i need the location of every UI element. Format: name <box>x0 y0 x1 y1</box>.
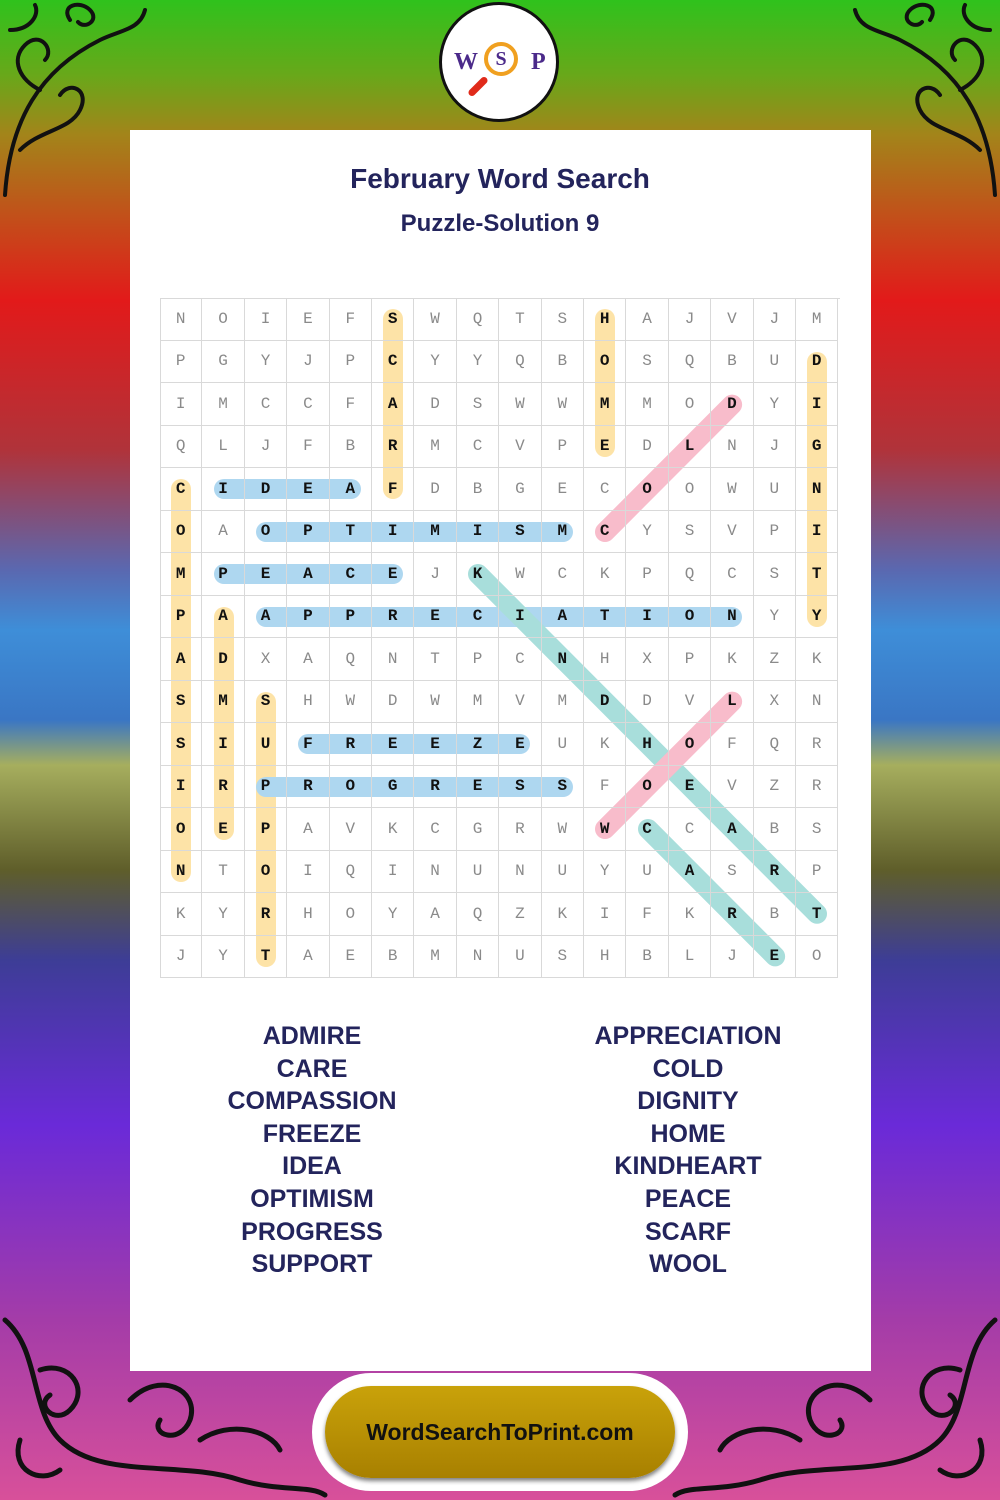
grid-cell[interactable]: I <box>796 511 838 554</box>
grid-cell[interactable]: P <box>245 808 287 851</box>
grid-cell[interactable]: O <box>160 511 202 554</box>
grid-cell[interactable]: E <box>754 936 796 979</box>
grid-cell[interactable]: L <box>669 426 711 469</box>
grid-cell[interactable]: Y <box>754 383 796 426</box>
grid-cell[interactable]: P <box>754 511 796 554</box>
grid-cell[interactable]: E <box>245 553 287 596</box>
grid-cell[interactable]: B <box>330 426 372 469</box>
grid-cell[interactable]: T <box>245 936 287 979</box>
grid-cell[interactable]: H <box>584 298 626 341</box>
grid-cell[interactable]: Y <box>414 341 456 384</box>
grid-cell[interactable]: E <box>287 298 329 341</box>
grid-cell[interactable]: K <box>584 723 626 766</box>
grid-cell[interactable]: C <box>457 596 499 639</box>
grid-cell[interactable]: E <box>542 468 584 511</box>
grid-cell[interactable]: T <box>796 893 838 936</box>
grid-cell[interactable]: N <box>414 851 456 894</box>
grid-cell[interactable]: D <box>372 681 414 724</box>
grid-cell[interactable]: A <box>711 808 753 851</box>
grid-cell[interactable]: S <box>542 298 584 341</box>
grid-cell[interactable]: P <box>160 596 202 639</box>
grid-cell[interactable]: P <box>330 596 372 639</box>
word-list-item: COMPASSION <box>227 1087 397 1116</box>
grid-cell[interactable]: P <box>287 511 329 554</box>
grid-cell[interactable]: U <box>457 851 499 894</box>
grid-cell[interactable]: Y <box>754 596 796 639</box>
grid-cell[interactable]: A <box>372 383 414 426</box>
grid-cell[interactable]: I <box>202 468 244 511</box>
grid-cell[interactable]: V <box>669 681 711 724</box>
grid-cell[interactable]: K <box>796 638 838 681</box>
grid-cell[interactable]: O <box>626 468 668 511</box>
grid-cell[interactable]: I <box>160 766 202 809</box>
grid-cell[interactable]: M <box>626 383 668 426</box>
grid-cell[interactable]: D <box>414 468 456 511</box>
grid-cell[interactable]: M <box>542 511 584 554</box>
grid-cell[interactable]: O <box>626 766 668 809</box>
grid-cell[interactable]: Y <box>372 893 414 936</box>
grid-cell[interactable]: I <box>499 596 541 639</box>
grid-cell[interactable]: H <box>584 638 626 681</box>
grid-cell[interactable]: Z <box>754 638 796 681</box>
grid-cell[interactable]: S <box>160 681 202 724</box>
grid-cell[interactable]: W <box>414 298 456 341</box>
grid-cell[interactable]: E <box>414 723 456 766</box>
grid-cell[interactable]: J <box>160 936 202 979</box>
grid-cell[interactable]: R <box>330 723 372 766</box>
grid-cell[interactable]: D <box>202 638 244 681</box>
grid-cell[interactable]: E <box>669 766 711 809</box>
grid-cell[interactable]: N <box>711 426 753 469</box>
grid-cell[interactable]: B <box>542 341 584 384</box>
grid-cell[interactable]: N <box>499 851 541 894</box>
grid-cell[interactable]: T <box>796 553 838 596</box>
grid-cell[interactable]: Z <box>499 893 541 936</box>
grid-cell[interactable]: W <box>499 383 541 426</box>
grid-cell[interactable]: C <box>626 808 668 851</box>
grid-cell[interactable]: I <box>245 298 287 341</box>
grid-cell[interactable]: Q <box>160 426 202 469</box>
grid-cell[interactable]: S <box>457 383 499 426</box>
grid-cell[interactable]: W <box>330 681 372 724</box>
grid-cell[interactable]: R <box>372 596 414 639</box>
grid-cell[interactable]: U <box>754 468 796 511</box>
grid-cell[interactable]: X <box>245 638 287 681</box>
word-list-left <box>162 1020 462 1281</box>
grid-cell[interactable]: F <box>330 298 372 341</box>
grid-cell[interactable]: G <box>796 426 838 469</box>
grid-cell[interactable]: Y <box>202 893 244 936</box>
logo-letter-p: P <box>531 49 546 75</box>
grid-cell[interactable]: Q <box>669 341 711 384</box>
grid-cell[interactable]: S <box>711 851 753 894</box>
grid-cell[interactable]: F <box>584 766 626 809</box>
grid-cell[interactable]: K <box>372 808 414 851</box>
footer-banner[interactable] <box>325 1386 675 1478</box>
grid-cell[interactable]: V <box>499 681 541 724</box>
grid-cell[interactable]: R <box>372 426 414 469</box>
grid-cell[interactable]: R <box>711 893 753 936</box>
grid-cell[interactable]: W <box>542 808 584 851</box>
logo-letter-w: W <box>454 49 478 75</box>
grid-cell[interactable]: I <box>160 383 202 426</box>
grid-cell[interactable]: V <box>711 298 753 341</box>
grid-cell[interactable]: R <box>499 808 541 851</box>
grid-cell[interactable]: H <box>287 893 329 936</box>
grid-cell[interactable]: A <box>202 511 244 554</box>
grid-cell[interactable]: W <box>414 681 456 724</box>
grid-cell[interactable]: F <box>711 723 753 766</box>
grid-cell[interactable]: K <box>584 553 626 596</box>
grid-cell[interactable]: M <box>457 681 499 724</box>
grid-cell[interactable]: J <box>669 298 711 341</box>
grid-cell[interactable]: N <box>160 851 202 894</box>
word-list-item: KINDHEART <box>614 1152 762 1181</box>
grid-cell[interactable]: T <box>330 511 372 554</box>
grid-cell[interactable]: M <box>542 681 584 724</box>
grid-cell[interactable]: A <box>287 638 329 681</box>
grid-cell[interactable]: C <box>414 808 456 851</box>
word-list-item: FREEZE <box>262 1119 362 1148</box>
grid-cell[interactable]: B <box>754 808 796 851</box>
grid-cell[interactable]: R <box>245 893 287 936</box>
grid-cell[interactable]: A <box>542 596 584 639</box>
grid-cell[interactable]: Q <box>330 851 372 894</box>
grid-cell[interactable]: T <box>414 638 456 681</box>
grid-cell[interactable]: P <box>542 426 584 469</box>
word-list-item: APPRECIATION <box>594 1022 782 1050</box>
grid-cell[interactable]: G <box>372 766 414 809</box>
grid-cell[interactable]: Z <box>754 766 796 809</box>
grid-cell[interactable]: E <box>457 766 499 809</box>
site-logo[interactable] <box>439 2 559 122</box>
grid-cell[interactable]: J <box>754 426 796 469</box>
magnifier-icon <box>484 42 518 76</box>
word-list-item: SCARF <box>644 1217 732 1246</box>
grid-cell[interactable]: N <box>711 596 753 639</box>
grid-cell[interactable]: D <box>796 341 838 384</box>
grid-cell[interactable]: Y <box>457 341 499 384</box>
grid-cell[interactable]: S <box>542 936 584 979</box>
grid-cell[interactable]: A <box>287 808 329 851</box>
grid-cell[interactable]: D <box>414 383 456 426</box>
grid-cell[interactable]: N <box>796 468 838 511</box>
grid-cell[interactable]: X <box>754 681 796 724</box>
grid-cell[interactable]: S <box>372 298 414 341</box>
grid-cell[interactable]: E <box>330 936 372 979</box>
grid-cell[interactable]: Q <box>669 553 711 596</box>
grid-cell[interactable]: S <box>245 681 287 724</box>
grid-cell[interactable]: P <box>330 341 372 384</box>
grid-cell[interactable]: J <box>414 553 456 596</box>
grid-cell[interactable]: J <box>245 426 287 469</box>
grid-cell[interactable]: Y <box>584 851 626 894</box>
grid-cell[interactable]: C <box>669 808 711 851</box>
grid-cell[interactable]: R <box>414 766 456 809</box>
grid-cell[interactable]: T <box>202 851 244 894</box>
grid-cell[interactable]: C <box>457 426 499 469</box>
grid-cell[interactable]: I <box>202 723 244 766</box>
grid-cell[interactable]: A <box>330 468 372 511</box>
grid-cell[interactable]: G <box>499 468 541 511</box>
grid-cell[interactable]: C <box>711 553 753 596</box>
grid-cell[interactable]: M <box>584 383 626 426</box>
grid-cell[interactable]: E <box>414 596 456 639</box>
grid-cell[interactable]: P <box>160 341 202 384</box>
grid-cell[interactable]: N <box>796 681 838 724</box>
grid-cell[interactable]: H <box>626 723 668 766</box>
word-list-right <box>538 1020 838 1281</box>
grid-cell[interactable]: L <box>669 936 711 979</box>
grid-cell[interactable]: O <box>796 936 838 979</box>
grid-cell[interactable]: J <box>711 936 753 979</box>
grid-cell[interactable]: O <box>669 383 711 426</box>
grid-cell[interactable]: N <box>457 936 499 979</box>
grid-cell[interactable]: T <box>499 298 541 341</box>
grid-cell[interactable]: B <box>711 341 753 384</box>
word-list-item: WOOL <box>649 1250 727 1279</box>
word-list-item: PROGRESS <box>241 1217 383 1246</box>
grid-cell[interactable]: N <box>372 638 414 681</box>
word-list-item: HOME <box>650 1119 726 1148</box>
word-list-item: ADMIRE <box>262 1022 362 1050</box>
grid-cell[interactable]: B <box>372 936 414 979</box>
grid-cell[interactable]: R <box>287 766 329 809</box>
grid-cell[interactable]: N <box>542 638 584 681</box>
grid-cell[interactable]: A <box>160 638 202 681</box>
grid-cell[interactable]: N <box>160 298 202 341</box>
grid-cell[interactable]: F <box>330 383 372 426</box>
grid-cell[interactable]: F <box>372 468 414 511</box>
grid-cell[interactable]: O <box>669 723 711 766</box>
grid-cell[interactable]: C <box>330 553 372 596</box>
word-list-item: OPTIMISM <box>250 1184 374 1213</box>
grid-cell[interactable]: F <box>626 893 668 936</box>
grid-cell[interactable]: M <box>202 681 244 724</box>
grid-cell[interactable]: A <box>669 851 711 894</box>
grid-cell[interactable]: F <box>287 723 329 766</box>
grid-cell[interactable]: C <box>499 638 541 681</box>
grid-cell[interactable]: O <box>160 808 202 851</box>
grid-cell[interactable]: P <box>626 553 668 596</box>
grid-cell[interactable]: X <box>626 638 668 681</box>
grid-cell[interactable]: C <box>372 341 414 384</box>
grid-cell[interactable]: O <box>330 893 372 936</box>
grid-cell[interactable]: I <box>796 383 838 426</box>
grid-cell[interactable]: I <box>626 596 668 639</box>
grid-cell[interactable]: S <box>542 766 584 809</box>
grid-cell[interactable]: L <box>711 681 753 724</box>
grid-cell[interactable]: C <box>584 468 626 511</box>
grid-cell[interactable]: E <box>372 723 414 766</box>
grid-cell[interactable]: Q <box>754 723 796 766</box>
grid-cell[interactable]: C <box>584 511 626 554</box>
grid-cell[interactable]: J <box>754 298 796 341</box>
grid-cell[interactable]: E <box>202 808 244 851</box>
grid-cell[interactable]: U <box>245 723 287 766</box>
grid-cell[interactable]: A <box>414 893 456 936</box>
grid-cell[interactable]: V <box>330 808 372 851</box>
grid-cell[interactable]: Y <box>202 936 244 979</box>
grid-cell[interactable]: B <box>457 468 499 511</box>
grid-cell[interactable]: Q <box>499 341 541 384</box>
logo-letter-s: S <box>495 48 507 70</box>
grid-cell[interactable]: S <box>499 511 541 554</box>
grid-cell[interactable]: M <box>160 553 202 596</box>
grid-cell[interactable]: S <box>160 723 202 766</box>
grid-cell[interactable]: J <box>287 341 329 384</box>
grid-cell[interactable]: D <box>626 681 668 724</box>
grid-cell[interactable]: P <box>287 596 329 639</box>
grid-cell[interactable]: S <box>499 766 541 809</box>
grid-cell[interactable]: S <box>754 553 796 596</box>
grid-cell[interactable]: K <box>711 638 753 681</box>
grid-cell[interactable]: I <box>457 511 499 554</box>
grid-cell[interactable]: W <box>542 383 584 426</box>
grid-cell[interactable]: H <box>584 936 626 979</box>
grid-cell[interactable]: Q <box>457 893 499 936</box>
grid-cell[interactable]: R <box>796 766 838 809</box>
word-list-item: PEACE <box>644 1184 732 1213</box>
grid-cell[interactable]: M <box>796 298 838 341</box>
grid-cell[interactable]: U <box>542 723 584 766</box>
page-title: February Word Search <box>350 163 650 194</box>
word-list-item: DIGNITY <box>637 1087 739 1116</box>
grid-cell[interactable]: L <box>202 426 244 469</box>
grid-cell[interactable]: K <box>457 553 499 596</box>
grid-cell[interactable]: E <box>499 723 541 766</box>
grid-cell[interactable]: E <box>372 553 414 596</box>
grid-cell[interactable]: O <box>330 766 372 809</box>
grid-cell[interactable]: V <box>711 511 753 554</box>
grid-cell[interactable]: W <box>499 553 541 596</box>
grid-cell[interactable]: Q <box>330 638 372 681</box>
grid-cell[interactable]: I <box>287 851 329 894</box>
word-list-item: COLD <box>652 1054 724 1083</box>
grid-cell[interactable]: E <box>584 426 626 469</box>
grid-cell[interactable]: A <box>287 553 329 596</box>
grid-cell[interactable]: E <box>287 468 329 511</box>
grid-cell[interactable]: D <box>711 383 753 426</box>
grid-cell[interactable]: P <box>669 638 711 681</box>
grid-cell[interactable]: M <box>414 511 456 554</box>
grid-cell[interactable]: A <box>287 936 329 979</box>
grid-cell[interactable]: M <box>202 383 244 426</box>
grid-cell[interactable]: S <box>669 511 711 554</box>
grid-cell[interactable]: G <box>202 341 244 384</box>
word-list-item: SUPPORT <box>251 1250 373 1279</box>
grid-cell[interactable]: I <box>584 893 626 936</box>
grid-cell[interactable]: B <box>754 893 796 936</box>
footer-site-name: WordSearchToPrint.com <box>366 1418 634 1445</box>
word-list-item: CARE <box>276 1054 348 1083</box>
grid-cell[interactable]: U <box>626 851 668 894</box>
grid-cell[interactable]: I <box>372 511 414 554</box>
grid-cell[interactable]: U <box>754 341 796 384</box>
grid-cell[interactable]: S <box>626 341 668 384</box>
grid-cell[interactable]: D <box>584 681 626 724</box>
grid-cell[interactable]: Y <box>626 511 668 554</box>
grid-cell[interactable]: Q <box>457 298 499 341</box>
grid-cell[interactable]: H <box>287 681 329 724</box>
grid-cell[interactable]: C <box>287 383 329 426</box>
grid-cell[interactable]: O <box>202 298 244 341</box>
grid-cell[interactable]: P <box>202 553 244 596</box>
grid-cell[interactable]: M <box>414 426 456 469</box>
grid-cell[interactable]: W <box>584 808 626 851</box>
grid-cell[interactable]: C <box>245 383 287 426</box>
grid-cell[interactable]: Y <box>796 596 838 639</box>
grid-cell[interactable]: G <box>457 808 499 851</box>
grid-cell[interactable]: D <box>626 426 668 469</box>
grid-cell[interactable]: O <box>245 851 287 894</box>
grid-cell[interactable]: K <box>669 893 711 936</box>
grid-cell[interactable]: O <box>245 511 287 554</box>
grid-cell[interactable]: K <box>160 893 202 936</box>
grid-cell[interactable]: W <box>711 468 753 511</box>
grid-cell[interactable]: F <box>287 426 329 469</box>
grid-cell[interactable]: U <box>499 936 541 979</box>
grid-cell[interactable]: R <box>202 766 244 809</box>
word-list-item: IDEA <box>282 1152 342 1181</box>
grid-cell[interactable]: S <box>796 808 838 851</box>
grid-cell[interactable]: P <box>245 766 287 809</box>
grid-cell[interactable]: M <box>414 936 456 979</box>
grid-cell[interactable]: A <box>626 298 668 341</box>
grid-cell[interactable]: U <box>542 851 584 894</box>
grid-cell[interactable]: B <box>626 936 668 979</box>
grid-cell[interactable]: O <box>669 468 711 511</box>
grid-cell[interactable]: K <box>542 893 584 936</box>
grid-cell[interactable]: D <box>245 468 287 511</box>
grid-cell[interactable]: C <box>542 553 584 596</box>
magnifier-handle <box>467 76 489 98</box>
page-subtitle: Puzzle-Solution 9 <box>400 210 600 237</box>
grid-cell[interactable]: O <box>584 341 626 384</box>
grid-cell[interactable]: P <box>457 638 499 681</box>
grid-cell[interactable]: O <box>669 596 711 639</box>
grid-cell[interactable]: R <box>796 723 838 766</box>
grid-cell[interactable]: V <box>499 426 541 469</box>
grid-cell[interactable]: Y <box>245 341 287 384</box>
grid-cell[interactable]: Z <box>457 723 499 766</box>
grid-cell[interactable]: P <box>796 851 838 894</box>
grid-cell[interactable]: I <box>372 851 414 894</box>
grid-cell[interactable]: A <box>245 596 287 639</box>
grid-cell[interactable]: A <box>202 596 244 639</box>
grid-cell[interactable]: V <box>711 766 753 809</box>
grid-cell[interactable]: R <box>754 851 796 894</box>
grid-cell[interactable]: C <box>160 468 202 511</box>
grid-cell[interactable]: T <box>584 596 626 639</box>
